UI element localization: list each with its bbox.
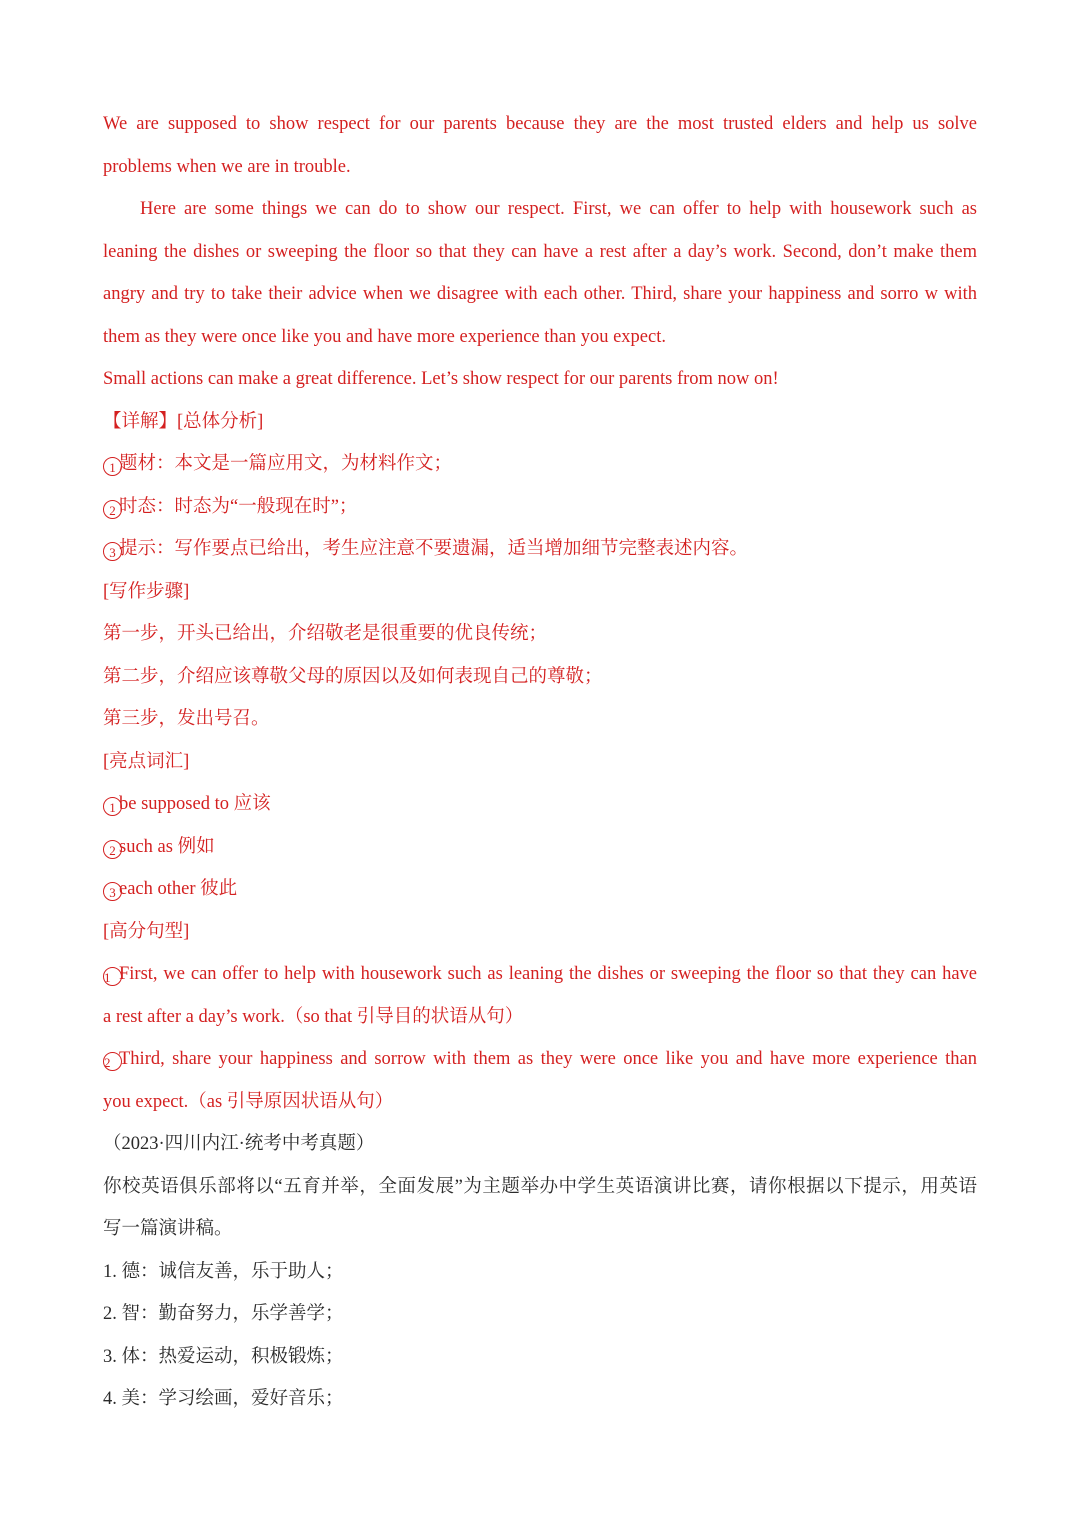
essay-line: problems when we are in trouble. [103, 156, 351, 177]
question-prompt: 你校英语俱乐部将以“五育并举，全面发展”为主题举办中学生英语演讲比赛，请你根据以下提示，用英语 [103, 1176, 977, 1197]
vocab-item [103, 783, 977, 826]
step-item: 第一步，开头已给出，介绍敬老是很重要的优良传统； [103, 624, 548, 644]
analysis-item [103, 528, 977, 571]
number-circle: 2 [103, 1052, 122, 1071]
analysis-item [103, 443, 977, 486]
question-source: （2023·四川内江·统考中考真题） [103, 1134, 375, 1154]
analysis-item [103, 486, 977, 529]
vocab-heading: [亮点词汇] [103, 751, 190, 772]
analysis-item-text: 时态：时态为“一般现在时”； [119, 496, 358, 517]
sentence-line [103, 1038, 977, 1081]
sentence-text: Third, share your happiness and sorrow with them as they were once like you and have more experience than [119, 1049, 977, 1069]
question-prompt: 写一篇演讲稿。 [103, 1219, 233, 1239]
steps-heading: [写作步骤] [103, 581, 190, 602]
step-item: 第三步，发出号召。 [103, 709, 270, 729]
number-circle: 1 [103, 457, 122, 476]
vocab-item-text: each other 彼此 [119, 879, 238, 899]
essay-line: We are supposed to show respect for our parents because they are the most trusted elders and help us solve [103, 114, 977, 134]
essay-line: Here are some things we can do to show our respect. First, we can offer to help with housework such as [140, 199, 977, 219]
number-circle: 2 [103, 500, 122, 519]
question-point: 3. 体：热爱运动，积极锻炼； [103, 1346, 344, 1367]
vocab-item [103, 868, 977, 911]
essay-line: leaning the dishes or sweeping the floor so that they can have a rest after a day’s work. Second, don’t make them [103, 241, 977, 262]
document-page [103, 103, 977, 1421]
vocab-item [103, 826, 977, 869]
number-circle: 3 [103, 542, 122, 561]
number-circle: 1 [103, 967, 122, 986]
question-point: 1. 德：诚信友善，乐于助人； [103, 1261, 344, 1282]
question-point: 4. 美：学习绘画，爱好音乐； [103, 1389, 344, 1409]
analysis-item-text: 题材：本文是一篇应用文，为材料作文； [119, 454, 453, 474]
sentence-line: a rest after a day’s work.（so that 引导目的状语从句） [103, 1006, 524, 1027]
essay-line: Small actions can make a great difference. Let’s show respect for our parents from now on! [103, 369, 779, 389]
sentence-line: you expect.（as 引导原因状语从句） [103, 1091, 394, 1112]
step-item: 第二步，介绍应该尊敬父母的原因以及如何表现自己的尊敬； [103, 666, 603, 687]
sentences-heading: [高分句型] [103, 921, 190, 942]
analysis-heading: 【详解】[总体分析] [103, 411, 264, 432]
vocab-item-text: such as 例如 [119, 836, 215, 857]
number-circle: 2 [103, 840, 122, 859]
number-circle: 1 [103, 797, 122, 816]
essay-line: them as they were once like you and have more experience than you expect. [103, 326, 666, 347]
question-point: 2. 智：勤奋努力，乐学善学； [103, 1304, 344, 1324]
essay-line: angry and try to take their advice when we disagree with each other. Third, share your happiness and sorro w with [103, 284, 977, 304]
vocab-item-text: be supposed to 应该 [119, 794, 271, 814]
number-circle: 3 [103, 882, 122, 901]
sentence-line [103, 953, 977, 996]
sentence-text: First, we can offer to help with housework such as leaning the dishes or sweeping the floor so that they can have [119, 964, 977, 984]
analysis-item-text: 提示：写作要点已给出，考生应注意不要遗漏，适当增加细节完整表述内容。 [119, 539, 749, 559]
